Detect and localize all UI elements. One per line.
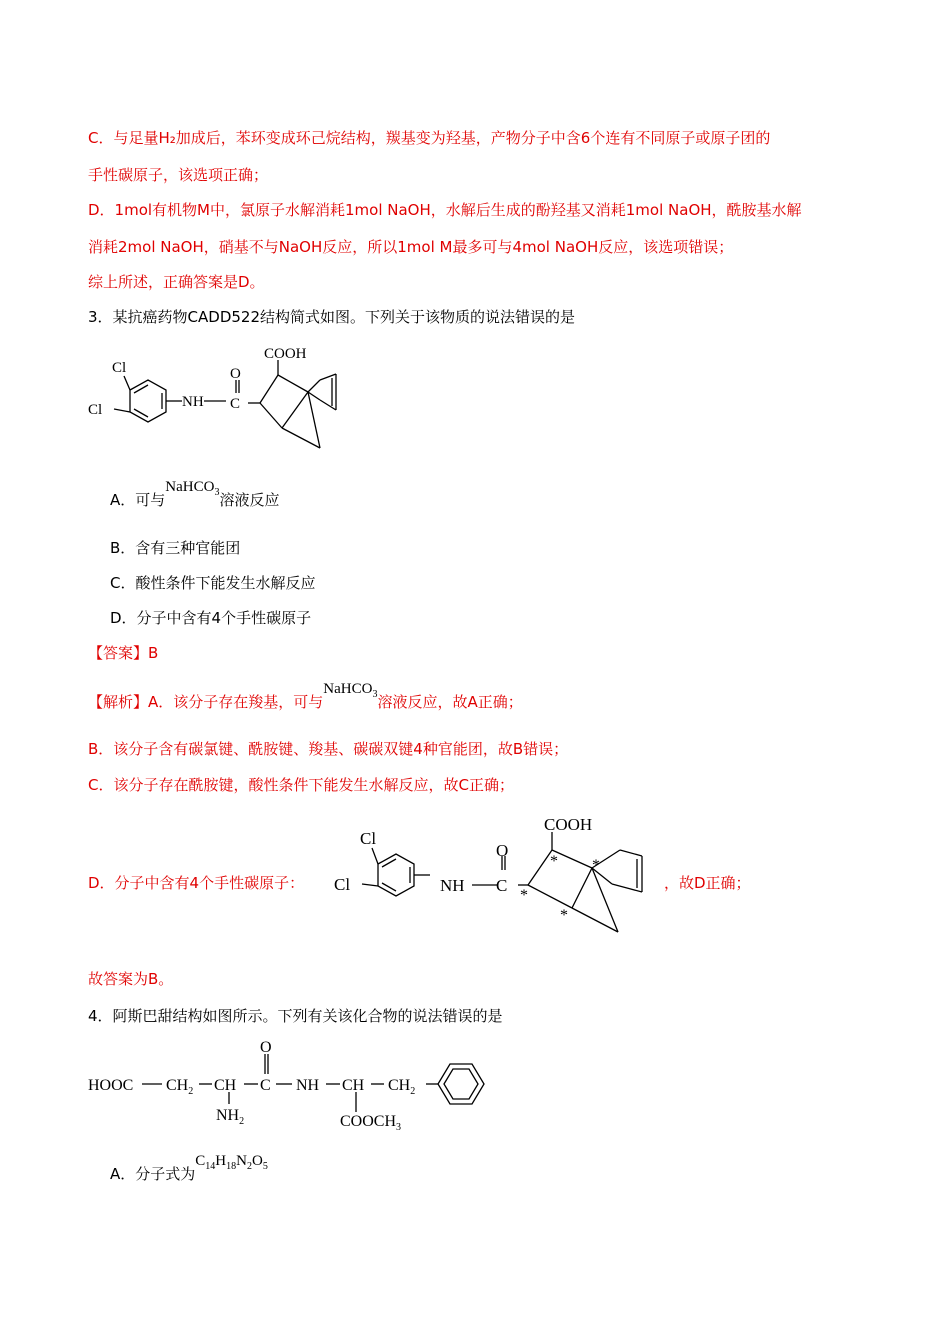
q4-label-c: C <box>260 1077 271 1094</box>
solution-d-line1: D．1mol有机物M中，氯原子水解消耗1mol NaOH，水解后生成的酚羟基又消耗1mol NaOH，酰胺基水解 <box>88 201 802 219</box>
q3d-label-cl-top: Cl <box>360 829 377 848</box>
solution-c-line2: 手性碳原子，该选项正确； <box>88 166 269 184</box>
q3-option-a-formula-sub: 3 <box>214 487 220 498</box>
q3d-label-c: C <box>496 876 508 895</box>
q3-label-cooh: COOH <box>264 346 307 362</box>
formula-o-count: 5 <box>262 1161 268 1172</box>
q4-option-a-formula <box>195 1153 268 1172</box>
formula-n-count: 2 <box>246 1161 252 1172</box>
q3-label-nh: NH <box>182 394 204 410</box>
q3-label-o: O <box>230 366 241 382</box>
q3-answer <box>88 643 158 663</box>
analysis-a-prefix: A．该分子存在羧基，可与 <box>148 693 324 711</box>
q3-analysis-a <box>88 681 523 719</box>
q4-label-nh2-main: NH <box>216 1107 240 1124</box>
q3-option-b: B．含有三种官能团 <box>110 539 241 557</box>
formula-c: C <box>195 1153 206 1169</box>
q4-label-cooch3 <box>340 1113 401 1133</box>
formula-h-count: 18 <box>226 1161 237 1172</box>
solution-c-line1: C．与足量H₂加成后，苯环变成环己烷结构，羰基变为羟基，产物分子中含6个连有不同原子或原子团的 <box>88 129 771 147</box>
q3-option-a-formula-main: NaHCO <box>165 479 215 495</box>
q3d-label-cooh: COOH <box>544 815 593 834</box>
solution-d-line2: 消耗2mol NaOH，硝基不与NaOH反应，所以1mol M最多可与4mol NaOH反应，该选项错误； <box>88 238 734 256</box>
q4-label-ch2-a-sub: 2 <box>188 1086 194 1097</box>
q3-option-c: C．酸性条件下能发生水解反应 <box>110 574 316 592</box>
q3-label-cl-top: Cl <box>112 360 127 376</box>
q3-analysis-c: C．该分子存在酰胺键，酸性条件下能发生水解反应，故C正确； <box>88 776 514 794</box>
chiral-star-3: * <box>520 887 528 904</box>
q3-option-a-suffix: 溶液反应 <box>219 491 280 509</box>
q3-structure <box>86 340 366 460</box>
q4-stem: 4．阿斯巴甜结构如图所示。下列有关该化合物的说法错误的是 <box>88 1007 503 1025</box>
q4-label-ch2-b-main: CH <box>388 1077 411 1094</box>
q3-label-cl-left: Cl <box>88 402 103 418</box>
q4-label-hooc: HOOC <box>88 1077 134 1094</box>
q3-analysis-structure <box>330 808 660 938</box>
q3-option-a <box>110 479 280 517</box>
q3-option-d: D．分子中含有4个手性碳原子 <box>110 609 312 627</box>
formula-h: H <box>215 1153 227 1169</box>
q4-label-cooch3-sub: 3 <box>396 1122 402 1133</box>
q4-label-nh2-sub: 2 <box>239 1116 245 1127</box>
chiral-star-4: * <box>560 907 568 924</box>
chiral-star-1: * <box>550 853 558 870</box>
q4-label-ch2-a-main: CH <box>166 1077 189 1094</box>
q3-option-a-formula <box>165 479 220 498</box>
answer-value: B <box>148 644 159 662</box>
q3-option-a-prefix: A．可与 <box>110 491 166 509</box>
formula-c-count: 14 <box>205 1161 216 1172</box>
solution-summary: 综上所述，正确答案是D。 <box>88 273 265 291</box>
analysis-a-formula-sub: 3 <box>372 689 378 700</box>
analysis-tag: 【解析】 <box>88 693 149 711</box>
q3d-label-o: O <box>496 841 509 860</box>
q3d-label-cl-left: Cl <box>334 875 351 894</box>
q4-label-nh: NH <box>296 1077 320 1094</box>
q3-label-c: C <box>230 396 241 412</box>
q4-label-ch-a: CH <box>214 1077 237 1094</box>
q4-label-ch-b: CH <box>342 1077 365 1094</box>
q4-label-nh2 <box>216 1107 244 1127</box>
formula-o: O <box>251 1153 263 1169</box>
analysis-a-formula <box>323 681 378 700</box>
q4-label-o: O <box>260 1039 272 1056</box>
q4-label-ch2-b-sub: 2 <box>410 1086 416 1097</box>
analysis-a-formula-main: NaHCO <box>323 681 373 697</box>
q4-option-a <box>110 1153 268 1191</box>
analysis-a-suffix: 溶液反应，故A正确； <box>377 693 523 711</box>
q4-label-ch2-b <box>388 1077 415 1097</box>
q3-conclusion: 故答案为B。 <box>88 970 174 988</box>
q3d-label-nh: NH <box>440 876 465 895</box>
formula-n: N <box>236 1153 247 1169</box>
q3-analysis-d-prefix: D．分子中含有4个手性碳原子： <box>88 874 305 892</box>
q4-option-a-prefix: A．分子式为 <box>110 1165 196 1183</box>
chiral-star-2: * <box>592 857 600 874</box>
q3-stem: 3．某抗癌药物CADD522结构简式如图。下列关于该物质的说法错误的是 <box>88 308 576 326</box>
q3-analysis-d-suffix: ，故D正确； <box>664 874 751 892</box>
answer-tag: 【答案】 <box>88 644 149 662</box>
q4-label-ch2-a <box>166 1077 193 1097</box>
q4-structure <box>86 1036 506 1136</box>
q4-label-cooch3-main: COOCH <box>340 1113 397 1130</box>
q3-analysis-b: B．该分子含有碳氯键、酰胺键、羧基、碳碳双键4种官能团，故B错误； <box>88 740 569 758</box>
